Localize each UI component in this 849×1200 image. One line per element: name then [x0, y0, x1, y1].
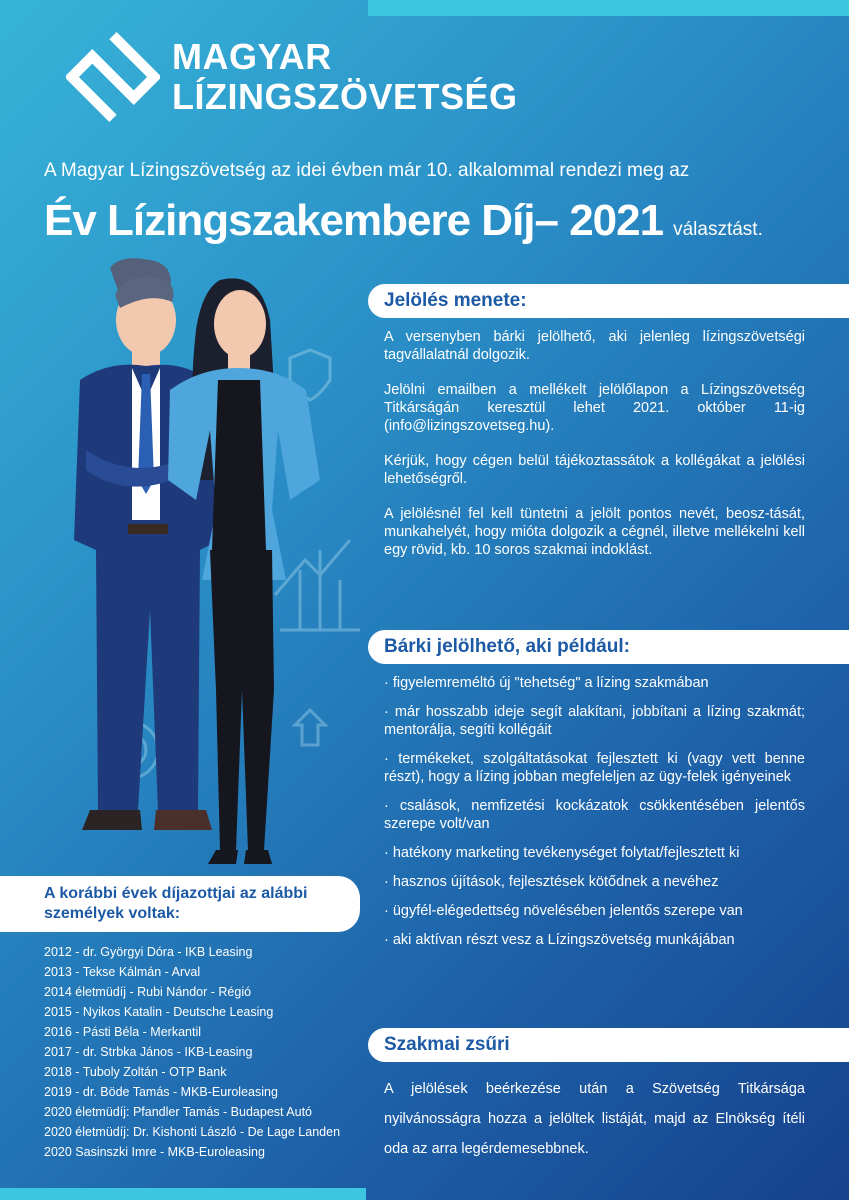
nomination-paragraph: Jelölni emailben a mellékelt jelölőlapon a Lízingszövetség Titkárságán keresztül lehet 2021. október 11-ig (info@lizingszovetseg.hu).: [384, 382, 805, 434]
logo-line-2: LÍZINGSZÖVETSÉG: [172, 76, 518, 117]
list-item: 2012 - dr. Györgyi Dóra - IKB Leasing: [44, 945, 253, 959]
list-item: 2016 - Pásti Béla - Merkantil: [44, 1025, 202, 1039]
list-item: · termékeket, szolgáltatásokat fejlesztett ki (vagy vett benne részt), hogy a lízing jobban megfeleljen az ügy-felek igényeinek: [384, 751, 805, 785]
eligible-heading: Bárki jelölhető, aki például:: [368, 630, 849, 664]
jury-text: A jelölések beérkezése után a Szövetség Titkársága nyilvánosságra hozza a jelöltek listáját, majd az Elnökség ítéli oda az arra legérdemesebbnek.: [384, 1081, 805, 1157]
winners-heading-line-2: személyek voltak:: [44, 905, 181, 922]
winners-heading: [0, 876, 360, 932]
list-item: · csalások, nemfizetési kockázatok csökkentésében jelentős szerepe volt/van: [384, 798, 805, 832]
jury-heading: Szakmai zsűri: [368, 1028, 849, 1062]
logo-wordmark: [172, 37, 518, 117]
nomination-body: [384, 328, 805, 576]
nomination-paragraph: A jelölésnél fel kell tüntetni a jelölt pontos nevét, beosz-tását, munkahelyét, hogy mióta dolgozik a cégnél, illetve mellékelni kell egy rövid, kb. 10 soros szakmai indoklást.: [384, 506, 805, 558]
list-item: · már hosszabb ideje segít alakítani, jobbítani a lízing szakmát; mentorálja, segíti kollégáit: [384, 704, 805, 738]
list-item: 2019 - dr. Böde Tamás - MKB-Euroleasing: [44, 1085, 278, 1099]
list-item: · aki aktívan részt vesz a Lízingszövetség munkájában: [384, 932, 735, 948]
nomination-heading: Jelölés menete:: [368, 284, 849, 318]
winners-list: [44, 942, 364, 1162]
list-item: 2020 Sasinszki Imre - MKB-Euroleasing: [44, 1145, 265, 1159]
logo-line-1: MAGYAR: [172, 36, 332, 77]
list-item: · figyelemreméltó új "tehetség" a lízing szakmában: [384, 675, 709, 691]
bottom-accent-bar: [0, 1188, 366, 1200]
intro-text: A Magyar Lízingszövetség az idei évben már 10. alkalommal rendezi meg az: [44, 160, 690, 181]
list-item: 2017 - dr. Strbka János - IKB-Leasing: [44, 1045, 253, 1059]
winners-heading-line-1: A korábbi évek díjazottjai az alábbi: [44, 885, 308, 902]
list-item: 2014 életmüdíj - Rubi Nándor - Régió: [44, 985, 252, 999]
list-item: 2020 életmüdíj: Dr. Kishonti László - De Lage Landen: [44, 1125, 341, 1139]
list-item: 2013 - Tekse Kálmán - Arval: [44, 965, 201, 979]
top-accent-bar: [368, 0, 849, 16]
logo: [66, 30, 518, 124]
business-people-illustration: [20, 250, 370, 870]
list-item: 2018 - Tuboly Zoltán - OTP Bank: [44, 1065, 227, 1079]
list-item: · hatékony marketing tevékenységet folytat/fejlesztett ki: [384, 845, 740, 861]
list-item: 2020 életmüdíj: Pfandler Tamás - Budapest Autó: [44, 1105, 312, 1119]
eligible-list: [384, 674, 805, 960]
headline: [44, 196, 763, 246]
logo-mark-icon: [66, 30, 160, 124]
nomination-paragraph: A versenyben bárki jelölhető, aki jelenleg lízingszövetségi tagvállalatnál dolgozik.: [384, 329, 805, 363]
list-item: 2015 - Nyikos Katalin - Deutsche Leasing: [44, 1005, 274, 1019]
list-item: · ügyfél-elégedettség növelésében jelentős szerepe van: [384, 903, 743, 919]
nomination-paragraph: Kérjük, hogy cégen belül tájékoztassátok a kollégákat a jelölési lehetőségről.: [384, 453, 805, 487]
list-item: · hasznos újítások, fejlesztések kötődnek a nevéhez: [384, 874, 719, 890]
award-title: Év Lízingszakembere Díj– 2021: [44, 196, 664, 245]
award-title-suffix: választást.: [673, 219, 763, 240]
